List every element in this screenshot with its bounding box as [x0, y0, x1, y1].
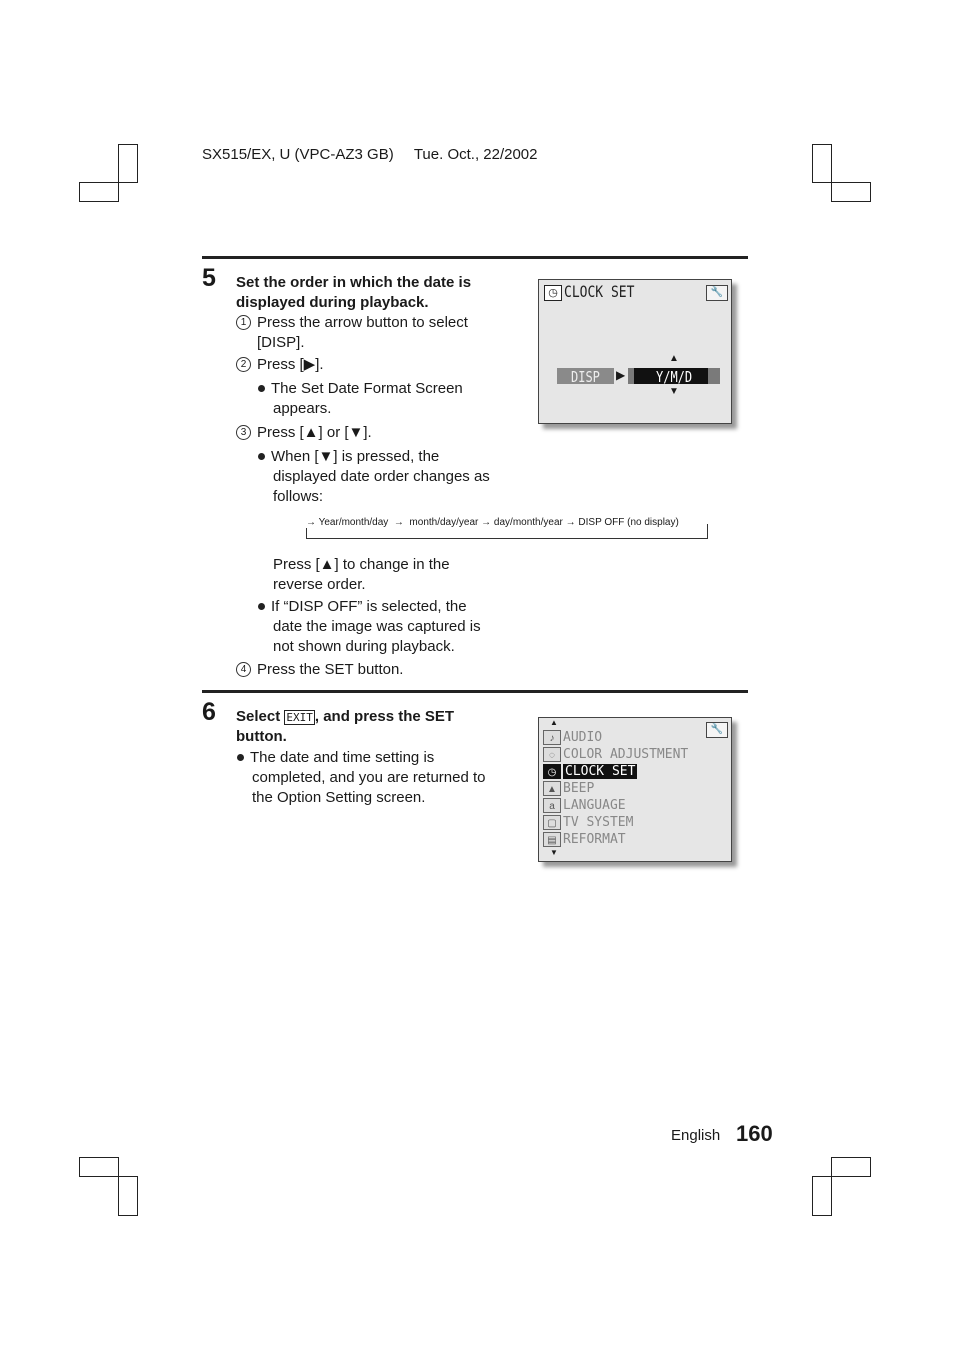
circled-number: 1	[236, 315, 251, 330]
doc-date: Tue. Oct., 22/2002	[413, 146, 538, 163]
cycle-item: Year/month/day	[318, 517, 389, 528]
crop-mark	[831, 1157, 871, 1177]
crop-mark	[79, 1157, 119, 1177]
substep-4: 4 Press the SET button.	[236, 660, 403, 680]
date-format-box	[628, 368, 720, 384]
crop-mark	[118, 144, 138, 183]
substep-1: 1 Press the arrow button to select [DISP].	[236, 313, 468, 353]
crop-mark	[812, 1176, 832, 1216]
doc-header	[202, 146, 538, 163]
cycle-item: day/month/year	[493, 517, 563, 528]
section-rule	[202, 690, 748, 693]
bullet-icon	[237, 754, 244, 761]
mic-icon: ♪	[543, 730, 561, 745]
language-icon: a	[543, 798, 561, 813]
crop-mark	[118, 1176, 138, 1216]
crop-mark	[831, 182, 871, 202]
wrench-icon: 🔧	[706, 285, 728, 301]
menu-item-tv-system[interactable]: ▢ TV SYSTEM	[543, 814, 633, 831]
scroll-up-icon: ▲	[550, 718, 558, 727]
step-number: 6	[202, 698, 216, 726]
exit-icon: EXIT	[286, 711, 313, 724]
menu-item-beep[interactable]: ▲ BEEP	[543, 780, 594, 797]
circled-number: 4	[236, 662, 251, 677]
menu-item-language[interactable]: a LANGUAGE	[543, 797, 626, 814]
footer-language: English	[671, 1127, 721, 1144]
page-number: 160	[736, 1121, 773, 1146]
cycle-item: DISP OFF (no display)	[578, 517, 679, 528]
bullet-icon	[258, 453, 265, 460]
bullet-icon	[258, 603, 265, 610]
arrow-right-icon: →	[565, 517, 576, 528]
bullet-item: The Set Date Format Screen appears.	[258, 379, 463, 419]
substep-2: 2 Press [▶].	[236, 355, 324, 375]
card-icon: ▤	[543, 832, 561, 847]
date-format-value: Y/M/D	[656, 368, 693, 386]
camera-screen-option-menu	[538, 717, 732, 862]
clock-icon: ◷	[544, 285, 562, 301]
arrow-right-icon: ▶	[616, 368, 626, 382]
disp-label: DISP	[571, 368, 600, 386]
crop-mark	[79, 182, 119, 202]
scroll-down-icon: ▼	[550, 848, 558, 857]
menu-item-reformat[interactable]: ▤ REFORMAT	[543, 831, 626, 848]
bullet-item: When [▼] is pressed, the displayed date order changes as follows:	[258, 447, 490, 507]
disp-label-box	[557, 368, 614, 384]
arrow-down-icon: ▼	[669, 386, 679, 397]
date-order-cycle	[306, 516, 708, 540]
arrow-up-icon: ▲	[669, 353, 679, 364]
palette-icon: ◌	[543, 747, 561, 762]
section-rule	[202, 256, 748, 259]
substep-3: 3 Press [▲] or [▼].	[236, 423, 372, 443]
menu-item-clock-set[interactable]: ◷ CLOCK SET	[543, 763, 637, 780]
menu-item-audio[interactable]: ♪ AUDIO	[543, 729, 602, 746]
screen-title: CLOCK SET	[564, 283, 635, 302]
wrench-icon: 🔧	[706, 722, 728, 738]
step-number: 5	[202, 264, 216, 292]
circled-number: 3	[236, 425, 251, 440]
circled-number: 2	[236, 357, 251, 372]
doc-id: SX515/EX, U (VPC-AZ3 GB)	[202, 146, 394, 163]
clock-icon: ◷	[543, 764, 561, 779]
menu-item-color-adjustment[interactable]: ◌ COLOR ADJUSTMENT	[543, 746, 688, 763]
step-title: Select EXIT , and press the SET button.	[236, 708, 455, 745]
arrow-right-icon: →	[306, 517, 316, 528]
bell-icon: ▲	[543, 781, 561, 796]
reverse-note: Press [▲] to change in the reverse order.	[273, 556, 450, 593]
arrow-right-icon: →	[481, 517, 492, 528]
bullet-icon	[258, 385, 265, 392]
bullet-item: The date and time setting is completed, and you are returned to the Option Setting screen.	[237, 748, 485, 808]
camera-screen-clock-set	[538, 279, 732, 424]
crop-mark	[812, 144, 832, 183]
tv-icon: ▢	[543, 815, 561, 830]
bullet-item: If “DISP OFF” is selected, the date the image was captured is not shown during playback.	[258, 597, 481, 657]
arrow-right-icon: →	[393, 517, 404, 528]
step-title: Set the order in which the date is displayed during playback.	[236, 274, 472, 311]
cycle-item: month/day/year	[409, 517, 479, 528]
